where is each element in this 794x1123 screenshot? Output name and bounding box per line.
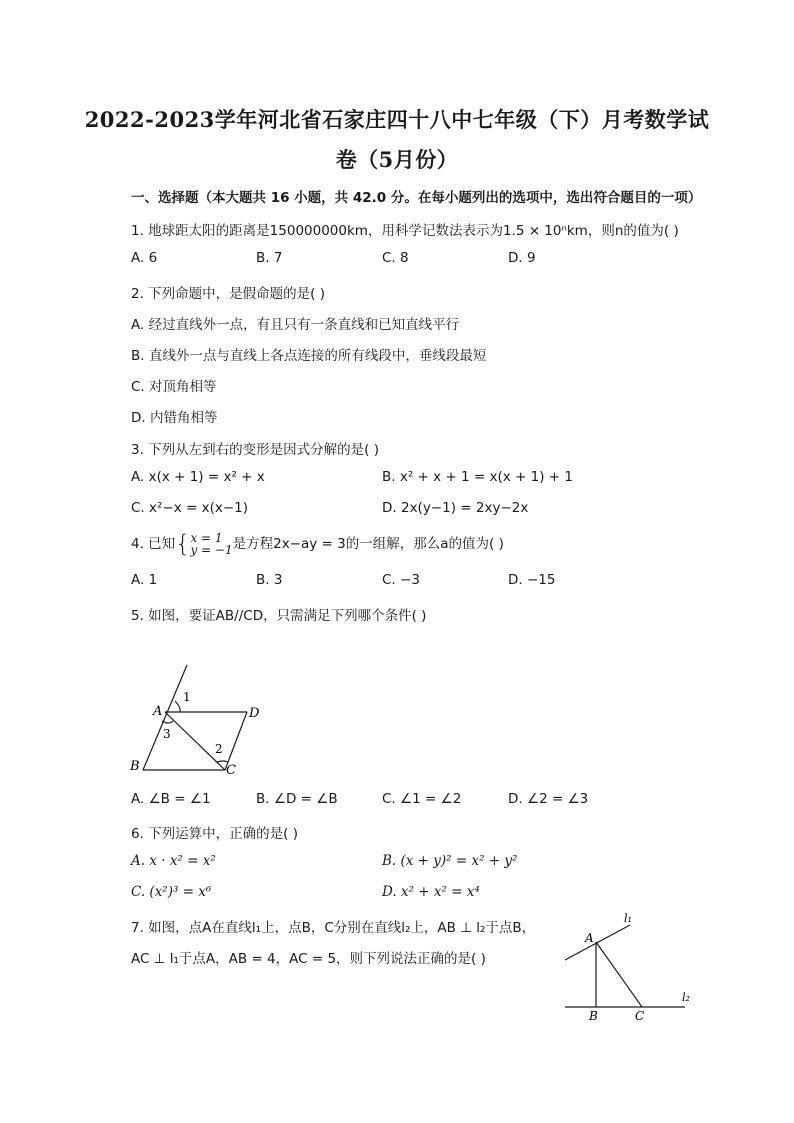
question-6-option-d[interactable]: D. x² + x² = x⁴ bbox=[382, 884, 480, 900]
question-1-option-b[interactable]: B. 7 bbox=[256, 250, 283, 266]
question-5-stem: 5. 如图，要证AB//CD，只需满足下列哪个条件( ) bbox=[131, 608, 427, 624]
question-1-option-a[interactable]: A. 6 bbox=[131, 250, 158, 266]
figure-angle-2: 2 bbox=[215, 742, 223, 756]
question-3-option-d[interactable]: D. 2x(y−1) = 2xy−2x bbox=[382, 500, 529, 516]
question-3-option-a[interactable]: A. x(x + 1) = x² + x bbox=[131, 469, 265, 485]
question-3-option-b[interactable]: B. x² + x + 1 = x(x + 1) + 1 bbox=[382, 469, 573, 485]
figure-line-dc bbox=[225, 712, 247, 770]
angle-3-arc bbox=[162, 721, 173, 723]
question-4-option-b[interactable]: B. 3 bbox=[256, 572, 283, 588]
question-3-stem: 3. 下列从左到右的变形是因式分解的是( ) bbox=[131, 442, 379, 458]
figure-label-c: C bbox=[226, 763, 236, 778]
question-5-figure bbox=[125, 655, 275, 780]
question-5-option-b[interactable]: B. ∠D = ∠B bbox=[256, 791, 338, 807]
question-4-option-d[interactable]: D. −15 bbox=[508, 572, 556, 588]
exam-title-line2: 卷（5月份） bbox=[335, 147, 459, 172]
figure-line-ab-extended bbox=[143, 665, 187, 770]
question-2-option-c[interactable]: C. 对顶角相等 bbox=[131, 379, 217, 395]
figure-line-ac bbox=[165, 712, 225, 770]
question-6-option-a[interactable]: A. x · x² = x² bbox=[131, 853, 216, 869]
figure-line-ac bbox=[596, 942, 642, 1007]
figure7-label-a: A bbox=[585, 931, 594, 945]
angle-1-arc bbox=[175, 701, 180, 712]
section-heading: 一、选择题（本大题共 16 小题，共 42.0 分。在每小题列出的选项中，选出符合题目的一项） bbox=[131, 190, 702, 206]
question-4-option-c[interactable]: C. −3 bbox=[382, 572, 420, 588]
question-5-option-c[interactable]: C. ∠1 = ∠2 bbox=[382, 791, 462, 807]
question-5-option-a[interactable]: A. ∠B = ∠1 bbox=[131, 791, 211, 807]
equation-system: { x = 1 y = −1 bbox=[175, 530, 233, 558]
question-7-stem-line2: AC ⊥ l₁于点A，AB = 4，AC = 5，则下列说法正确的是( ) bbox=[131, 951, 486, 967]
figure-label-d: D bbox=[249, 706, 260, 721]
figure-label-b: B bbox=[130, 759, 140, 774]
question-6-option-c[interactable]: C. (x²)³ = x⁶ bbox=[131, 884, 212, 900]
angle-2-arc bbox=[217, 761, 228, 762]
question-7-figure bbox=[560, 910, 700, 1025]
figure-label-a: A bbox=[153, 704, 163, 719]
question-1-option-c[interactable]: C. 8 bbox=[382, 250, 409, 266]
question-4-prefix: 4. 已知 bbox=[131, 536, 176, 552]
question-5-option-d[interactable]: D. ∠2 = ∠3 bbox=[508, 791, 589, 807]
figure7-label-l2: l₂ bbox=[682, 991, 690, 1004]
question-4-stem bbox=[131, 532, 504, 556]
question-2-stem: 2. 下列命题中，是假命题的是( ) bbox=[131, 286, 325, 302]
exam-title-line1: 2022-2023学年河北省石家庄四十八中七年级（下）月考数学试 bbox=[84, 107, 710, 132]
question-4-suffix: 是方程2x−ay = 3的一组解，那么a的值为( ) bbox=[232, 536, 504, 552]
figure7-label-l1: l₁ bbox=[624, 912, 632, 925]
question-2-option-b[interactable]: B. 直线外一点与直线上各点连接的所有线段中，垂线段最短 bbox=[131, 348, 487, 364]
figure-line-l1 bbox=[565, 925, 630, 960]
figure7-label-c: C bbox=[635, 1009, 645, 1023]
question-6-option-b[interactable]: B. (x + y)² = x² + y² bbox=[382, 853, 518, 869]
question-1-stem: 1. 地球距太阳的距离是150000000km，用科学记数法表示为1.5 × 10ⁿkm，则n的值为( ) bbox=[131, 223, 679, 239]
system-equation-2: y = −1 bbox=[190, 543, 233, 557]
question-3-option-c[interactable]: C. x²−x = x(x−1) bbox=[131, 500, 249, 516]
question-7-stem-line1: 7. 如图，点A在直线l₁上，点B，C分别在直线l₂上，AB ⊥ l₂于点B， bbox=[131, 920, 536, 936]
question-2-option-a[interactable]: A. 经过直线外一点，有且只有一条直线和已知直线平行 bbox=[131, 317, 460, 333]
system-equation-1: x = 1 bbox=[190, 531, 223, 545]
question-4-option-a[interactable]: A. 1 bbox=[131, 572, 158, 588]
figure7-label-b: B bbox=[589, 1009, 598, 1023]
question-2-option-d[interactable]: D. 内错角相等 bbox=[131, 410, 218, 426]
figure-angle-3: 3 bbox=[163, 727, 171, 741]
question-1-option-d[interactable]: D. 9 bbox=[508, 250, 536, 266]
question-6-stem: 6. 下列运算中，正确的是( ) bbox=[131, 826, 298, 842]
figure-angle-1: 1 bbox=[183, 690, 191, 704]
